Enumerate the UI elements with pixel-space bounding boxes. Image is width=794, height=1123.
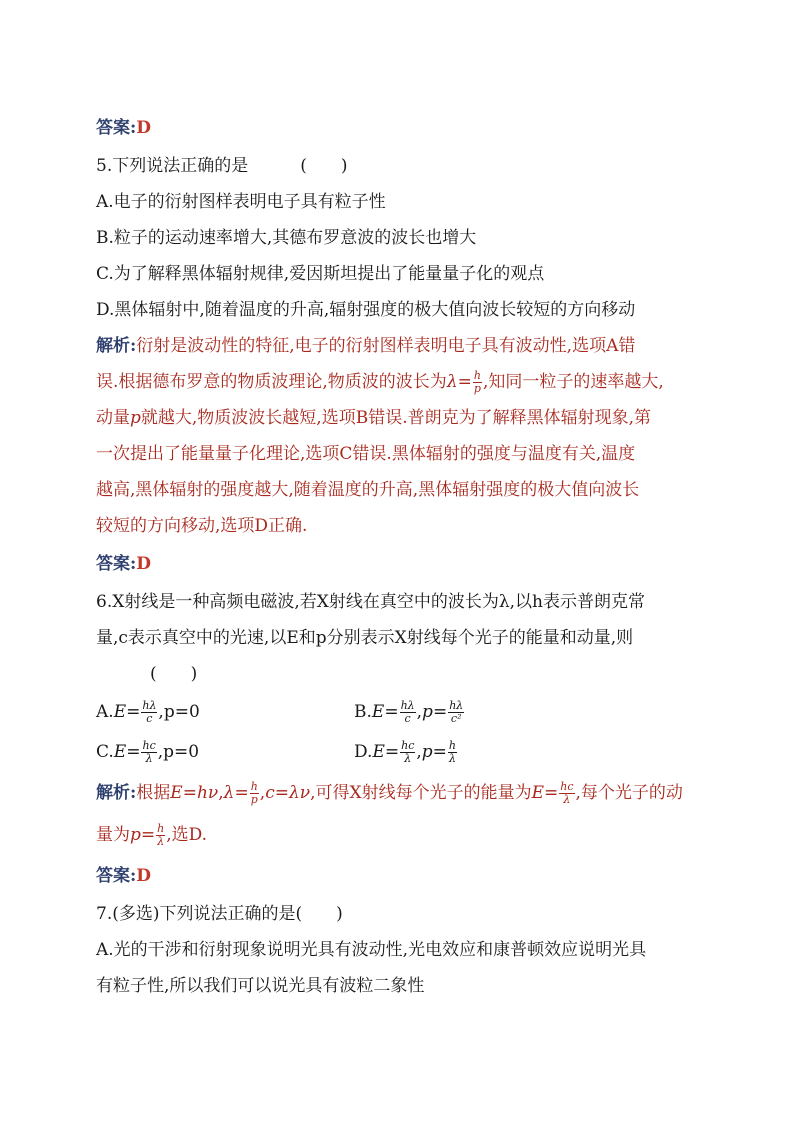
- q6-options-row1: [96, 692, 706, 732]
- q6-option-a: A.E= $\frac{h\lambda}{c}$ ,p=0: [96, 699, 200, 725]
- q6-analysis: 解析:根据E=hν,λ= $\frac{h}{p}$ ,c=λν,可得X射线每个光子的能量为E= $\frac{hc}{\lambda}$ ,每个光子的动 量为p= $\frac{h}{\lambda}$ ,选D.: [96, 780, 683, 848]
- q7-stem: 7.(多选)下列说法正确的是( ): [96, 904, 343, 924]
- q5-option-b: B.粒子的运动速率增大,其德布罗意波的波长也增大: [96, 228, 477, 248]
- q6-options-row2: [96, 732, 706, 772]
- q5-answer: 答案:D: [96, 554, 152, 574]
- q5-stem: 5.下列说法正确的是 ( ): [96, 156, 348, 176]
- q6-stem-line2: 量,c表示真空中的光速,以E和p分别表示X射线每个光子的能量和动量,则: [96, 628, 634, 648]
- q7-option-a-line1: A.光的干涉和衍射现象说明光具有波动性,光电效应和康普顿效应说明光具: [96, 940, 647, 960]
- q5-analysis: 解析:衍射是波动性的特征,电子的衍射图样表明电子具有波动性,选项A错 误.根据德布罗意的物质波理论,物质波的波长为λ= $\frac{h}{p}$ ,知同一粒子的速率越大, 动量p就越大,物质波波长越短,选项B错误.普朗克为了解释黑体辐射现象,第 一次提出了能量量子化理论,选项C错误.黑体辐射的强度与温度有关,温度 越高,黑体辐射的强度越大,随着温度的升高,黑体辐射强度的极大值向波长 较短的方向移动,选项D正确.: [96, 336, 664, 536]
- formula-lambda-h-over-p: λ= $\frac{h}{p}$: [446, 369, 481, 395]
- q6-option-b: B.E= $\frac{h\lambda}{c}$ ,p= $\frac{h\lambda}{\text{c²}}$: [354, 699, 464, 725]
- q6-option-d: D.E= $\frac{hc}{\lambda}$ ,p= $\frac{h}{\lambda}$: [354, 739, 456, 765]
- q5-option-c: C.为了解释黑体辐射规律,爱因斯坦提出了能量量子化的观点: [96, 264, 545, 284]
- q6-option-c: C.E= $\frac{hc}{\lambda}$ ,p=0: [96, 739, 200, 765]
- document-page: [96, 110, 706, 1004]
- q6-stem-line1: 6.X射线是一种高频电磁波,若X射线在真空中的波长为λ,以h表示普朗克常: [96, 592, 645, 612]
- q5-option-d: D.黑体辐射中,随着温度的升高,辐射强度的极大值向波长较短的方向移动: [96, 300, 636, 320]
- q4-answer: 答案:D: [96, 118, 152, 138]
- q7-option-a-line2: 有粒子性,所以我们可以说光具有波粒二象性: [96, 976, 425, 996]
- q6-paren: ( ): [150, 664, 198, 684]
- q5-option-a: A.电子的衍射图样表明电子具有粒子性: [96, 192, 386, 212]
- q6-answer: 答案:D: [96, 866, 152, 886]
